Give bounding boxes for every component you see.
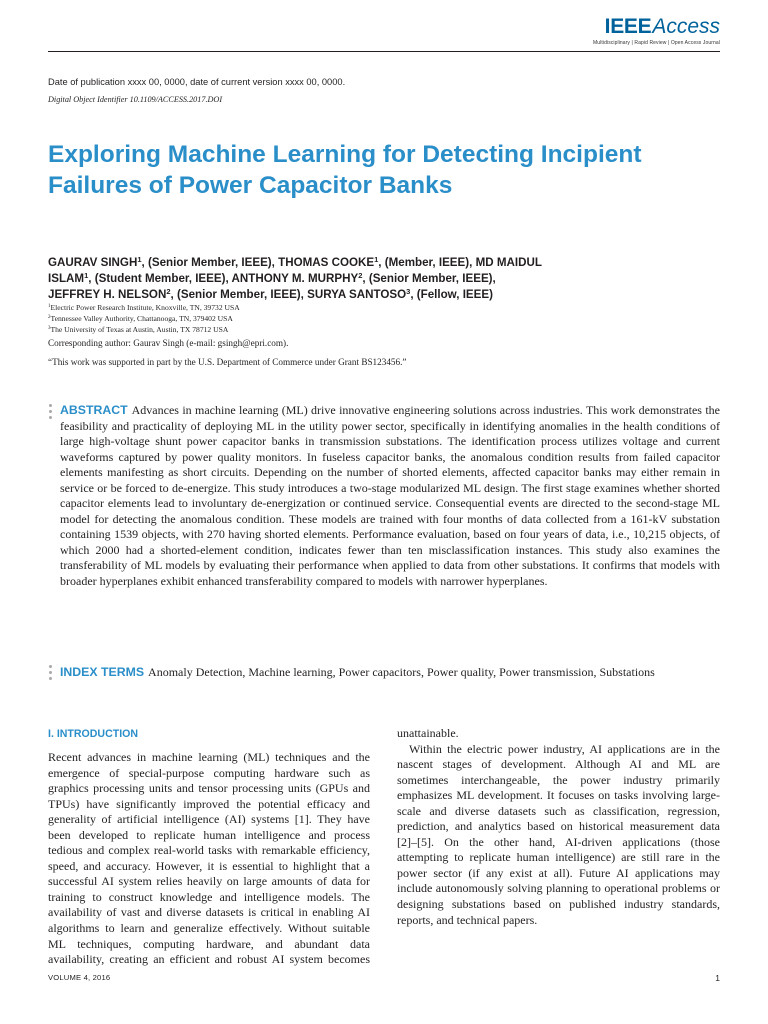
index-terms [60,665,720,681]
logo-tagline: Multidisciplinary | Rapid Review | Open Access Journal [593,40,720,46]
funding-note: “This work was supported in part by the U.S. Department of Commerce under Grant BS123456.” [48,357,407,367]
publication-date: Date of publication xxxx 00, 0000, date of current version xxxx 00, 0000. [48,77,346,87]
header-rule [48,51,720,52]
abstract-heading: ABSTRACT [60,403,128,417]
section-heading-introduction: I. INTRODUCTION [48,728,139,740]
author-list [48,255,728,303]
page-number: 1 [715,973,720,983]
affiliation: $^3$The University of Texas at Austin, Austin, TX 78712 USA [48,325,229,334]
abstract [60,403,720,589]
intro-paragraph-1: Recent advances in machine learning (ML) techniques and the emergence of special-purpose computing hardware such as graphics processing units and tensor processing units (GPUs and TPUs) have significantly improved the potential efficacy and generality of artificial intelligence (AI) systems [1]. They have been developed to replicate human intelligence and process tedious and complex real-world tasks with remarkable efficiency, speed, and accuracy. However, it is essential to highlight that a successful AI system relies heavily on large amounts of data for training to construct knowledge and intelligence models. The availability of vast and diverse datasets is critical in enabling AI algorithms to learn and generalize effectively. Without suitable ML techniques, computing hardware, and abundant data availability, creating an efficient and robust AI system becomes [48,750,370,967]
logo-access: Access [652,15,720,38]
logo-ieee: IEEE [604,15,652,38]
affiliation: $^2$Tennessee Valley Authority, Chattanooga, TN, 379402 USA [48,314,233,323]
author-line: ISLAM$^1$, (Student Member, IEEE), ANTHONY M. MURPHY$^2$, (Senior Member, IEEE), [48,270,496,285]
abstract-marker [49,404,53,422]
index-terms-heading: INDEX TERMS [60,665,145,679]
ieee-access-logo [580,16,720,46]
intro-paragraph-2: Within the electric power industry, AI applications are in the nascent stages of development. Although AI and ML are sometimes interchangeable, the power industry primarily emphasizes ML development. It focuses on tasks involving large-scale and diverse datasets such as classification, regression, prediction, and analytics based on historical measurement data [2]–[5]. On the other hand, AI-driven applications (those attempting to replicate human intelligence) are still rare in the power sector (if any exist at all). Future AI applications may include autonomously solving planning to operational problems or designing substations based on published industry standards, reports, and technical papers. [397,741,720,927]
affiliation: $^1$Electric Power Research Institute, Knoxville, TN, 39732 USA [48,303,240,312]
author-line: JEFFREY H. NELSON$^2$, (Senior Member, IEEE), SURYA SANTOSO$^3$, (Fellow, IEEE) [48,286,493,301]
paper-title: Exploring Machine Learning for Detecting Incipient Failures of Power Capacitor Banks [48,141,642,199]
right-column [397,726,720,928]
index-terms-text: Anomaly Detection, Machine learning, Power capacitors, Power quality, Power transmission, Substations [148,665,655,679]
doi-line: Digital Object Identifier 10.1109/ACCESS.2017.DOI [48,95,223,104]
index-terms-marker [49,665,53,683]
footer-volume: VOLUME 4, 2016 [48,973,111,982]
affiliations [48,302,240,335]
corresponding-author: Corresponding author: Gaurav Singh (e-mail: gsingh@epri.com). [48,338,289,348]
left-column [48,726,370,968]
abstract-text: Advances in machine learning (ML) drive innovative engineering solutions across industries. This work demonstrates the feasibility and practicality of deploying ML in the utility power sector, specifically in identifying anomalies in the health conditions of large high-voltage shunt power capacitor banks in transmission substations. The identification process utilizes voltage and current waveforms captured by power quality monitors. In fuseless capacitor banks, the anomalous condition results from failed capacitor elements manifesting as short circuits. Depending on the number of shorted elements, affected capacitor banks may either remain in service or be forced to de-energize. This study introduces a two-stage modularized ML design. The first stage examines whether shorted capacitor elements lead to involuntary de-energization or continued service. Consequential events are directed to the second-stage ML model for detecting the anomalous condition. These models are trained with four months of data collected from a 161-kV substation containing 1539 objects, with 270 having shorted elements. Performance evaluation, based on four years of data, i.e., 10,215 objects, of which 2000 had a shorted-element condition, indicates fewer than ten misclassification instances. This study also examines the transferability of ML models by evaluating their performance when applied to data from other substations. It confirms that models with broader hyperplanes exhibit enhanced transferability compared to models with narrower hyperplanes. [60,403,720,588]
author-line: GAURAV SINGH$^1$, (Senior Member, IEEE), THOMAS COOKE$^1$, (Member, IEEE), MD MAIDUL [48,254,542,269]
intro-paragraph-1-continued: unattainable. [397,726,459,740]
